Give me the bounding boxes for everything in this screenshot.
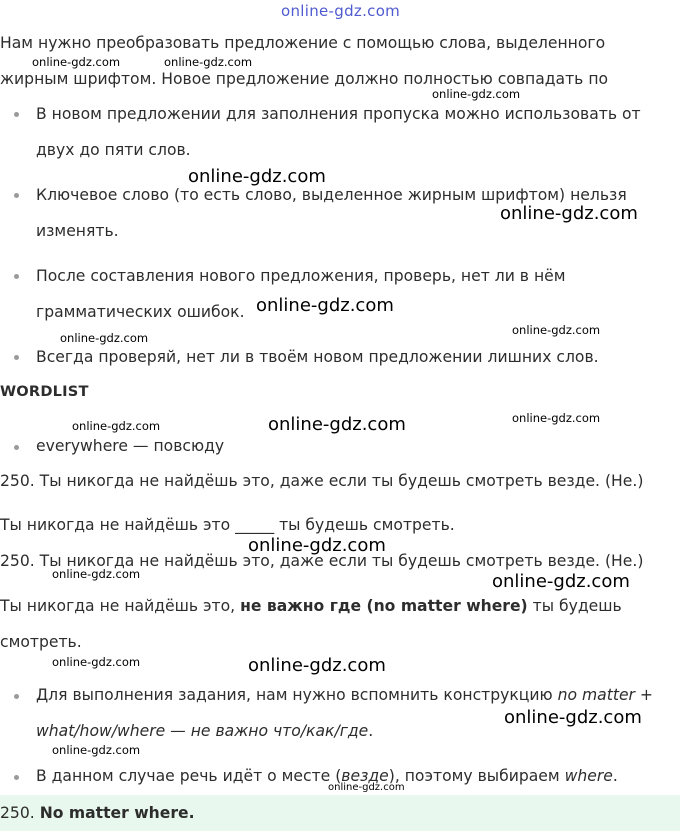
explanation-text: .	[368, 722, 374, 740]
watermark: online-gdz.com	[164, 55, 253, 69]
rule-1-line-1: В новом предложении для заполнения пропуска можно использовать от	[36, 105, 641, 123]
intro-line-1: Нам нужно преобразовать предложение с помощью слова, выделенного	[0, 34, 606, 52]
explanation-italic: where	[564, 767, 613, 785]
site-header-link[interactable]: online-gdz.com	[281, 2, 401, 20]
watermark: online-gdz.com	[432, 87, 521, 101]
watermark: online-gdz.com	[256, 295, 394, 316]
watermark: online-gdz.com	[492, 571, 630, 592]
solution-text-tail: ты будешь	[527, 597, 622, 615]
task-gap-sentence: Ты никогда не найдёшь это _____ ты будешь смотреть.	[0, 516, 455, 534]
answer-line	[0, 795, 676, 831]
bullet-dot	[14, 694, 19, 699]
watermark: online-gdz.com	[188, 166, 326, 187]
watermark: online-gdz.com	[72, 419, 161, 433]
task-prompt: 250. Ты никогда не найдёшь это, даже если ты будешь смотреть везде. (Не.)	[0, 472, 644, 490]
wordlist-item: everywhere — повсюду	[36, 437, 225, 455]
task-solution-line-1	[0, 588, 676, 624]
watermark: online-gdz.com	[32, 55, 121, 69]
explanation-italic: везде	[341, 767, 389, 785]
rule-2-line-1: Ключевое слово (то есть слово, выделенное жирным шрифтом) нельзя	[36, 186, 627, 204]
watermark: online-gdz.com	[512, 323, 601, 337]
bullet-dot	[14, 193, 19, 198]
watermark: online-gdz.com	[248, 655, 386, 676]
explanation-text: В данном случае речь идёт о месте (	[36, 767, 342, 785]
watermark: online-gdz.com	[52, 743, 141, 757]
task-prompt-repeat: 250. Ты никогда не найдёшь это, даже если ты будешь смотреть везде. (Не.)	[0, 552, 644, 570]
watermark: online-gdz.com	[52, 567, 141, 581]
bullet-dot	[14, 355, 19, 360]
explanation-italic: what/how/where — не важно что/как/где	[36, 722, 369, 740]
rule-3-line-1: После составления нового предложения, проверь, нет ли в нём	[36, 267, 566, 285]
watermark: online-gdz.com	[504, 707, 642, 728]
rule-4-line-1: Всегда проверяй, нет ли в твоём новом предложении лишних слов.	[36, 348, 599, 366]
watermark: online-gdz.com	[52, 655, 141, 669]
bullet-dot	[14, 274, 19, 279]
explanation-text: .	[612, 767, 618, 785]
bullet-dot	[14, 445, 19, 450]
rule-1-line-2: двух до пяти слов.	[36, 141, 191, 159]
explanation-text: Для выполнения задания, нам нужно вспомнить конструкцию	[36, 686, 558, 704]
rule-3-line-2: грамматических ошибок.	[36, 303, 245, 321]
watermark: online-gdz.com	[248, 535, 386, 556]
explanation-italic: no matter +	[557, 686, 653, 704]
watermark: online-gdz.com	[512, 411, 601, 425]
watermark: online-gdz.com	[328, 782, 405, 793]
watermark: online-gdz.com	[268, 414, 406, 435]
solution-bold-phrase: не важно где (no matter where)	[240, 597, 528, 615]
task-solution-line-2: смотреть.	[0, 633, 82, 651]
bullet-dot	[14, 775, 19, 780]
watermark: online-gdz.com	[60, 331, 149, 345]
bullet-dot	[14, 112, 19, 117]
watermark: online-gdz.com	[500, 203, 638, 224]
answer-number: 250.	[0, 804, 40, 822]
solution-text: Ты никогда не найдёшь это,	[0, 597, 241, 615]
rule-2-line-2: изменять.	[36, 222, 119, 240]
answer-text: No matter where.	[39, 804, 195, 822]
explanation-text: ), поэтому выбираем	[388, 767, 565, 785]
intro-line-2: жирным шрифтом. Новое предложение должно полностью совпадать по	[0, 70, 609, 88]
wordlist-heading: WORDLIST	[0, 383, 89, 400]
